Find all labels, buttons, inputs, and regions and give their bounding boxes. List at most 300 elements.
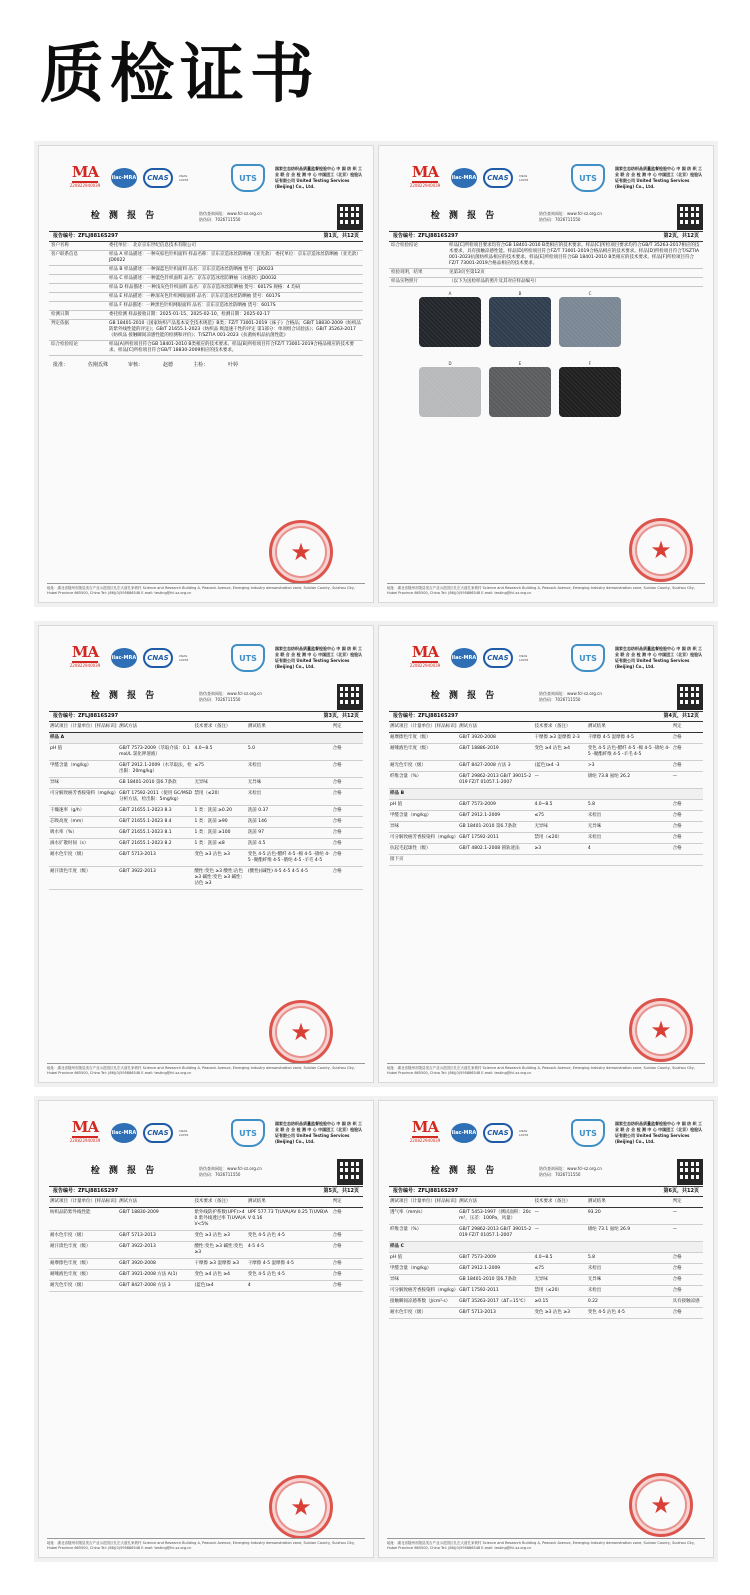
table-row bbox=[49, 744, 363, 761]
report-title: 检 测 报 告 bbox=[430, 691, 498, 701]
column-header: 测试结果 bbox=[587, 1197, 672, 1208]
table-cell: 合格 bbox=[332, 806, 363, 817]
ilac-logo: ilac-MRA bbox=[451, 168, 477, 188]
table-cell: 接触瞬间凉感系数（J/cm²·s） bbox=[389, 1297, 458, 1308]
table-row bbox=[49, 320, 363, 341]
table-row bbox=[49, 311, 363, 320]
table-row bbox=[49, 1242, 363, 1259]
table-cell: 变色 ≥4 沾色 ≥4 bbox=[193, 1270, 246, 1281]
table-cell: GB/T 17592-2011 bbox=[458, 833, 533, 844]
table-row bbox=[49, 850, 363, 867]
table-cell: 干摩擦 ≥3 湿摩擦 2-3 bbox=[533, 733, 586, 744]
table-cell: 洗前 0.37 bbox=[247, 806, 332, 817]
column-header: 测试项目（计量单位）[样品标识] bbox=[49, 1197, 118, 1208]
table-cell: 4.0~8.5 bbox=[533, 1253, 586, 1264]
table-row bbox=[389, 822, 703, 833]
table-cell: 甲醛含量（mg/kg） bbox=[49, 761, 118, 778]
table-row bbox=[49, 778, 363, 789]
table-header-row bbox=[49, 722, 363, 733]
table-row bbox=[49, 1270, 363, 1281]
sheet-footer: 地址：湖北省随州市随县美吉产业示范园区孔庄大道孔家坡村 Science and Research Building A, Peacock Avenue, Emerging Industry demonstration zone, Suixian County, Suizhou City, Hubei Province 665500, China Tel: (86)(0)595886548 E-mail: testing@fcl-sz.org.cn bbox=[387, 1063, 705, 1076]
table-cell: GB/T 5713-2013 bbox=[458, 1308, 533, 1319]
sample-header-row bbox=[389, 789, 703, 800]
logo-row bbox=[389, 158, 703, 198]
sample-photos bbox=[389, 287, 703, 421]
column-header: 测试方法 bbox=[458, 1197, 533, 1208]
table-cell: GB/T 21655.1-2023 8.4 bbox=[118, 817, 193, 828]
table-cell: 锦纶 73.1 氨纶 26.9 bbox=[587, 1225, 672, 1242]
table-row bbox=[49, 806, 363, 817]
logo-row bbox=[389, 1113, 703, 1153]
sample-label: 样品 A bbox=[49, 733, 363, 744]
row-value: GB 18401-2010《国家纺织产品基本安全技术规范》B类；FZ/T 73001-2019《袜子》合格品；GB/T 18830-2009《纺织品 防紫外线性能的评定》；GB/T 21655.1-2023《纺织品 吸湿速干性的评定 第1部分：单项组合试验法》；GB/T 35263-2017《纺织品 接触瞬间凉感性能的检测和评价》；T/SZTIA 001-2023《抗菌纺织品抗菌性能》 bbox=[107, 320, 363, 341]
column-header: 测试项目（计量单位）[样品标识] bbox=[389, 1197, 458, 1208]
table-cell: 合格 bbox=[332, 1242, 363, 1259]
table-cell: 耐唾液色牢度（级） bbox=[389, 744, 458, 761]
table-cell: 4.0~8.5 bbox=[193, 744, 246, 761]
table-cell: 合格 bbox=[672, 844, 703, 855]
table-row bbox=[389, 1286, 703, 1297]
cma-logo: MA 220822940039 bbox=[69, 643, 101, 668]
sample-header-row bbox=[49, 733, 363, 744]
table-cell: 可分解致癌芳香胺染料（mg/kg） bbox=[389, 833, 458, 844]
table-cell: 4.0~8.5 bbox=[533, 800, 586, 811]
org-name: 国家生态纺织品质量监督检验中心 中 国 纺 织 工 业 联 合 会 检 测 中 心 中国团工（北京）检验认证有限公司 United Testing Services (Beijing) Co., Ltd. bbox=[275, 1121, 363, 1144]
uts-logo: UTS bbox=[231, 644, 265, 672]
table-row bbox=[49, 839, 363, 850]
continuation-row bbox=[389, 855, 703, 866]
row-value: 样品 B 样品描述：一种深蓝色针织面料 品名：京东京造冰丝防晒袖 型号：JD0023 bbox=[107, 266, 363, 275]
table-row bbox=[389, 1225, 703, 1242]
cnas-id: CNAS L0076 bbox=[179, 654, 189, 662]
row-key: 综合检验结论 bbox=[49, 341, 107, 356]
table-cell: 滴水扩散时间（s） bbox=[49, 839, 118, 850]
cma-logo: MA 220822940039 bbox=[69, 163, 101, 188]
table-cell: 具有接触凉感 bbox=[672, 1297, 703, 1308]
logo-row bbox=[49, 638, 363, 678]
table-cell: 吸水率（%） bbox=[49, 828, 118, 839]
report-header bbox=[49, 202, 363, 232]
results-table bbox=[49, 1197, 363, 1292]
table-row bbox=[389, 1264, 703, 1275]
org-name: 国家生态纺织品质量监督检验中心 中 国 纺 织 工 业 联 合 会 检 测 中 心 中国团工（北京）检验认证有限公司 United Testing Services (Beijing) Co., Ltd. bbox=[275, 166, 363, 189]
table-cell: 干摩擦 4-5 湿摩擦 4-5 bbox=[587, 733, 672, 744]
row-value: 样品 F 样品描述：一种黑色针织网眼面料 品名：京东京造冰丝防晒袖 货号：6017S bbox=[107, 302, 363, 311]
qr-code bbox=[337, 1159, 363, 1185]
row-key bbox=[49, 266, 107, 275]
row-key bbox=[49, 302, 107, 311]
table-row bbox=[389, 811, 703, 822]
table-cell: — bbox=[672, 772, 703, 789]
report-title: 检 测 报 告 bbox=[90, 211, 158, 221]
report-page-5 bbox=[38, 1100, 374, 1558]
table-header-row bbox=[389, 1197, 703, 1208]
table-cell: GB/T 17592-2011 bbox=[458, 1286, 533, 1297]
cnas-id: CNAS L0076 bbox=[179, 1129, 189, 1137]
report-title: 检 测 报 告 bbox=[430, 1166, 498, 1176]
table-cell: 耐水色牢度（级） bbox=[49, 850, 118, 867]
report-header bbox=[389, 682, 703, 712]
table-row bbox=[389, 278, 703, 287]
uts-logo: UTS bbox=[571, 644, 605, 672]
table-cell: GB/T 3922-2013 bbox=[118, 1242, 193, 1259]
sheet-footer: 地址：湖北省随州市随县美吉产业示范园区孔庄大道孔家坡村 Science and Research Building A, Peacock Avenue, Emerging Industry demonstration zone, Suixian County, Suizhou City, Hubei Province 665500, China Tel: (86)(0)595886548 E-mail: testing@fcl-sz.org.cn bbox=[387, 1538, 705, 1551]
column-header: 判定 bbox=[672, 722, 703, 733]
table-cell: GB/T 29862-2013 GB/T 39015-2019 FZ/T 01057.1-2007 bbox=[458, 772, 533, 789]
qr-code bbox=[677, 1159, 703, 1185]
table-cell: 合格 bbox=[332, 817, 363, 828]
row-value: 样品 A 样品描述：一种灰棕色针织面料 样品名称：京东京造冰丝防晒袖（亚光款） 委托单位：京东京造冰丝防晒袖（亚光款）JD0022 bbox=[107, 251, 363, 266]
column-header: 技术要求（备注） bbox=[193, 1197, 246, 1208]
fabric-swatch bbox=[419, 367, 481, 417]
table-row bbox=[49, 867, 363, 890]
sample-photo-label: F bbox=[588, 361, 592, 366]
table-cell: 合格 bbox=[672, 1308, 703, 1319]
sheet-footer: 地址：湖北省随州市随县美吉产业示范园区孔庄大道孔家坡村 Science and Research Building A, Peacock Avenue, Emerging Industry demonstration zone, Suixian County, Suizhou City, Hubei Province 665500, China Tel: (86)(0)595886548 E-mail: testing@fcl-sz.org.cn bbox=[47, 1538, 365, 1551]
uts-logo: UTS bbox=[571, 164, 605, 192]
table-cell: 变色 ≥4 沾色 ≥4 bbox=[533, 744, 586, 761]
table-row bbox=[389, 833, 703, 844]
sheet-footer: 地址：湖北省随州市随县美吉产业示范园区孔庄大道孔家坡村 Science and Research Building A, Peacock Avenue, Emerging Industry demonstration zone, Suixian County, Suizhou City, Hubei Province 665500, China Tel: (86)(0)595886548 E-mail: testing@fcl-sz.org.cn bbox=[387, 583, 705, 596]
table-cell: 93.20 bbox=[587, 1208, 672, 1225]
table-cell: 禁用（≤20） bbox=[533, 833, 586, 844]
table-cell: 合格 bbox=[672, 1264, 703, 1275]
table-cell: 变色 ≥3 沾色 ≥3 bbox=[193, 1231, 246, 1242]
report-title: 检 测 报 告 bbox=[90, 691, 158, 701]
table-cell: pH 值 bbox=[389, 1253, 458, 1264]
column-header: 技术要求（备注） bbox=[533, 722, 586, 733]
row-value: 样品 E 样品描述：一种深灰色针织网眼面料 品名：京东京造冰丝防晒袖 货号：6017S bbox=[107, 293, 363, 302]
table-cell: GB 18401-2010 第6.7条款 bbox=[118, 778, 193, 789]
sample-photo bbox=[559, 291, 621, 347]
row-value: （以下为送检样品的照片及其对应样品编号） bbox=[447, 278, 703, 287]
table-cell: GB/T 5713-2013 bbox=[118, 1231, 193, 1242]
cnas-logo: CNAS bbox=[143, 168, 173, 188]
table-cell: — bbox=[672, 1225, 703, 1242]
table-row bbox=[49, 266, 363, 275]
official-seal: ★ bbox=[629, 518, 693, 582]
table-cell: 无异味 bbox=[587, 1275, 672, 1286]
table-cell: UPF 577.73 T(UVA)AV 0.25 T(UVB)AV 0.16 bbox=[247, 1208, 332, 1231]
verify-info: 防伪查询网址：www.fcl-sz.org.cn 防伪码：7026711550 bbox=[539, 1165, 602, 1177]
sample-photo bbox=[419, 291, 481, 347]
table-cell: 变色 4-5 沾色-醋纤 4-5 -棉 4-5 -锦纶 4-5 -聚酯纤维 4-5 -羊毛 4-5 bbox=[587, 744, 672, 761]
table-cell: 合格 bbox=[672, 833, 703, 844]
table-cell: (蓝色)≥4 bbox=[193, 1281, 246, 1292]
table-cell: 变色 ≥3 沾色 ≥3 bbox=[533, 1308, 586, 1319]
table-cell: GB/T 18830-2009 bbox=[118, 1208, 193, 1231]
cnas-logo: CNAS bbox=[483, 168, 513, 188]
table-cell: 透气率（mm/s） bbox=[389, 1208, 458, 1225]
cnas-id: CNAS L0076 bbox=[519, 1129, 529, 1137]
official-seal: ★ bbox=[629, 998, 693, 1062]
row-key: 客户联系信息 bbox=[49, 251, 107, 266]
table-cell: 耐光色牢度（级） bbox=[49, 1281, 118, 1292]
table-cell: 合格 bbox=[332, 1231, 363, 1242]
table-cell: 洗前 4.5 bbox=[247, 839, 332, 850]
report-page-3 bbox=[38, 625, 374, 1083]
table-cell: 变色 4-5 沾色 4-5 bbox=[247, 1270, 332, 1281]
table-row bbox=[49, 789, 363, 806]
column-header: 测试结果 bbox=[587, 722, 672, 733]
row-key: 判定依据 bbox=[49, 320, 107, 341]
qr-code bbox=[677, 684, 703, 710]
table-cell: 合格 bbox=[332, 761, 363, 778]
table-cell: 合格 bbox=[332, 839, 363, 850]
table-row bbox=[389, 1208, 703, 1225]
table-cell: ≤75 bbox=[533, 811, 586, 822]
table-cell: 耐唾液色牢度（级） bbox=[49, 1270, 118, 1281]
table-row bbox=[49, 1231, 363, 1242]
table-cell: 可分解致癌芳香胺染料（mg/kg） bbox=[389, 1286, 458, 1297]
column-header: 判定 bbox=[332, 722, 363, 733]
info-table bbox=[389, 242, 703, 287]
fabric-swatch bbox=[419, 297, 481, 347]
table-cell: GB/T 3922-2013 bbox=[118, 867, 193, 890]
table-cell: ≥3 bbox=[533, 844, 586, 855]
report-number-row: 报告编号：ZFLJ8816S297 第3页，共12页 bbox=[49, 712, 363, 722]
report-header bbox=[389, 202, 703, 232]
table-cell: 合格 bbox=[672, 733, 703, 744]
table-cell: — bbox=[533, 772, 586, 789]
table-cell: 芯吸高度（mm） bbox=[49, 817, 118, 828]
table-cell: GB/T 2912.1-2009 bbox=[458, 811, 533, 822]
table-row bbox=[389, 1308, 703, 1319]
column-header: 判定 bbox=[332, 1197, 363, 1208]
table-cell: GB/T 18886-2019 bbox=[458, 744, 533, 761]
table-cell: 5.0 bbox=[247, 744, 332, 761]
sample-photo bbox=[419, 361, 481, 417]
table-cell: 1 类：洗前 ≤8 bbox=[193, 839, 246, 850]
table-cell: 合格 bbox=[672, 811, 703, 822]
table-cell: 未检出 bbox=[587, 811, 672, 822]
sample-photo-label: B bbox=[518, 291, 522, 296]
table-cell: GB/T 3920-2008 bbox=[118, 1259, 193, 1270]
table-cell: GB/T 7573-2009 bbox=[458, 800, 533, 811]
table-cell: 无异味 bbox=[587, 822, 672, 833]
table-row bbox=[389, 242, 703, 269]
column-header: 测试结果 bbox=[247, 722, 332, 733]
table-cell: GB/T 29862-2013 GB/T 39015-2019 FZ/T 01057.1-2007 bbox=[458, 1225, 533, 1242]
table-cell: 洗前 97 bbox=[247, 828, 332, 839]
row-value: 见第3页至第12页 bbox=[447, 269, 703, 278]
ilac-logo: ilac-MRA bbox=[111, 1123, 137, 1143]
verify-info: 防伪查询网址：www.fcl-sz.org.cn 防伪码：7026711550 bbox=[539, 210, 602, 222]
table-row bbox=[49, 293, 363, 302]
cnas-logo: CNAS bbox=[143, 648, 173, 668]
table-cell: GB/T 21655.1-2023 8.2 bbox=[118, 839, 193, 850]
cma-logo: MA 220822940039 bbox=[409, 643, 441, 668]
ilac-logo: ilac-MRA bbox=[451, 648, 477, 668]
row-value: 样品[A]所检项目符合GB 18401-2010 B类相应的技术要求。样品[B]所检项目符合FZ/T 73001-2019合格品相应的技术要求。样品[C]所检项目符合GB/T 18830-2009相应的技术要求。 bbox=[107, 341, 363, 356]
table-cell: GB/T 5713-2013 bbox=[118, 850, 193, 867]
report-title: 检 测 报 告 bbox=[430, 211, 498, 221]
table-cell: 合格 bbox=[332, 778, 363, 789]
report-number-row: 报告编号：ZFLJ8816S297 第5页，共12页 bbox=[49, 1187, 363, 1197]
table-row bbox=[389, 800, 703, 811]
official-seal: ★ bbox=[269, 1475, 333, 1539]
cnas-logo: CNAS bbox=[143, 1123, 173, 1143]
fabric-swatch bbox=[489, 297, 551, 347]
table-cell: GB/T 3921-2008 方法 A(1) bbox=[118, 1270, 193, 1281]
table-cell: 甲醛含量（mg/kg） bbox=[389, 811, 458, 822]
table-cell: ≤75 bbox=[533, 1264, 586, 1275]
table-cell: 禁用（≤20） bbox=[193, 789, 246, 806]
table-cell: 5.8 bbox=[587, 1253, 672, 1264]
column-header: 测试项目（计量单位）[样品标识] bbox=[49, 722, 118, 733]
table-cell: 合格 bbox=[332, 744, 363, 761]
report-header bbox=[49, 1157, 363, 1187]
table-cell: 1 类：洗前 ≥0.20 bbox=[193, 806, 246, 817]
results-table bbox=[389, 1197, 703, 1319]
cnas-logo: CNAS bbox=[483, 1123, 513, 1143]
cma-logo: MA 220822940039 bbox=[69, 1118, 101, 1143]
table-row bbox=[389, 1253, 703, 1264]
table-cell: GB/T 4802.1-2008 圆轨迹法 bbox=[458, 844, 533, 855]
table-cell: GB/T 8427-2008 方法 3 bbox=[118, 1281, 193, 1292]
report-number-row: 报告编号：ZFLJ8816S297 第2页，共12页 bbox=[389, 232, 703, 242]
table-row bbox=[49, 1208, 363, 1231]
table-row bbox=[49, 828, 363, 839]
row-value: 样品[C]所检项目要求均符合GB 18401-2010 B类相应的技术要求。样品[C]所检项目要求均符合GB/T 35263-2017相应的技术要求，具有接触凉感性能。样品[D]所检项目符合FZ/T 73001-2019合格品相应的技术要求。样品[D]所检项目符合T/SZTIA 001-2023抗菌纺织品相应的技术要求。样品[E]所检项目符合GB 18401-2010 B类相应的技术要求。样品[F]所检项目符合FZ/T 73001-2019合格品相应的技术要求。 bbox=[447, 242, 703, 269]
report-page-1 bbox=[38, 145, 374, 603]
table-cell: 1 类：洗前 ≥90 bbox=[193, 817, 246, 828]
table-cell: 4 bbox=[587, 844, 672, 855]
table-cell: GB/T 2912.1-2009（水萃取法，检出限：20mg/kg） bbox=[118, 761, 193, 778]
cnas-id: CNAS L0076 bbox=[519, 174, 529, 182]
signature-row: 批准： 佐刚氐殊 审核： 赵德 主检： 叶婷 bbox=[53, 362, 239, 368]
table-cell: 耐汗渍色牢度（级） bbox=[49, 1242, 118, 1259]
table-cell: 合格 bbox=[332, 867, 363, 890]
table-cell: 合格 bbox=[332, 828, 363, 839]
row-value: 委托检测 样品接收日期：2025-01-15、2025-02-10，检测日期：2025-02-17 bbox=[107, 311, 363, 320]
table-cell: 耐摩擦色牢度（级） bbox=[389, 733, 458, 744]
column-header: 测试结果 bbox=[247, 1197, 332, 1208]
table-cell: (蓝色)≥4 -3 bbox=[533, 761, 586, 772]
report-page-6 bbox=[378, 1100, 714, 1558]
table-cell: GB/T 7573-2009（萃取介质：0.1mol/L 氯化钾溶液） bbox=[118, 744, 193, 761]
sample-header-row bbox=[389, 1242, 703, 1253]
table-cell: 合格 bbox=[672, 761, 703, 772]
table-row bbox=[49, 242, 363, 251]
table-cell: 未检出 bbox=[587, 833, 672, 844]
cma-logo: MA 220822940039 bbox=[409, 163, 441, 188]
report-page-2 bbox=[378, 145, 714, 603]
table-row bbox=[389, 844, 703, 855]
table-cell: GB/T 3920-2008 bbox=[458, 733, 533, 744]
report-number-row: 报告编号：ZFLJ8816S297 第1页，共12页 bbox=[49, 232, 363, 242]
column-header: 测试方法 bbox=[458, 722, 533, 733]
table-cell: 纺织品防紫外线性能 bbox=[49, 1208, 118, 1231]
table-cell: 合格 bbox=[672, 1253, 703, 1264]
report-number-row: 报告编号：ZFLJ8816S297 第4页，共12页 bbox=[389, 712, 703, 722]
table-row bbox=[49, 1259, 363, 1270]
sample-label: 样品 B bbox=[389, 789, 703, 800]
row-key: 检测日期 bbox=[49, 311, 107, 320]
ilac-logo: ilac-MRA bbox=[111, 168, 137, 188]
table-row bbox=[389, 772, 703, 789]
row-key: 综合检验结论 bbox=[389, 242, 447, 269]
official-seal: ★ bbox=[629, 1473, 693, 1537]
org-name: 国家生态纺织品质量监督检验中心 中 国 纺 织 工 业 联 合 会 检 测 中 心 中国团工（北京）检验认证有限公司 United Testing Services (Beijing) Co., Ltd. bbox=[615, 166, 703, 189]
results-table bbox=[389, 722, 703, 866]
report-header bbox=[389, 1157, 703, 1187]
sample-label: 样品 C bbox=[389, 1242, 703, 1253]
table-header-row bbox=[49, 1197, 363, 1208]
row-key bbox=[49, 284, 107, 293]
uts-logo: UTS bbox=[231, 164, 265, 192]
table-cell: ≥0.15 bbox=[533, 1297, 586, 1308]
verify-info: 防伪查询网址：www.fcl-sz.org.cn 防伪码：7026711550 bbox=[199, 1165, 262, 1177]
page-title: 质检证书 bbox=[40, 38, 320, 112]
table-cell: 锦纶 73.8 氨纶 26.2 bbox=[587, 772, 672, 789]
table-row bbox=[389, 269, 703, 278]
table-cell: 无异味 bbox=[533, 1275, 586, 1286]
table-row bbox=[49, 341, 363, 356]
verify-info: 防伪查询网址：www.fcl-sz.org.cn 防伪码：7026711550 bbox=[199, 690, 262, 702]
report-number-row: 报告编号：ZFLJ8816S297 第6页，共12页 bbox=[389, 1187, 703, 1197]
table-header-row bbox=[389, 722, 703, 733]
column-header: 测试方法 bbox=[118, 1197, 193, 1208]
verify-info: 防伪查询网址：www.fcl-sz.org.cn 防伪码：7026711550 bbox=[199, 210, 262, 222]
table-row bbox=[49, 1281, 363, 1292]
table-row bbox=[389, 744, 703, 761]
table-cell: 变色 ≥3 沾色 ≥3 bbox=[193, 850, 246, 867]
results-table bbox=[49, 722, 363, 890]
table-row bbox=[49, 284, 363, 293]
table-cell: 合格 bbox=[672, 744, 703, 761]
table-cell: 变色 4-5 沾色 4-5 bbox=[587, 1308, 672, 1319]
table-cell: 异味 bbox=[389, 822, 458, 833]
table-row bbox=[49, 302, 363, 311]
column-header: 测试方法 bbox=[118, 722, 193, 733]
table-cell: 抗起毛起球性（级） bbox=[389, 844, 458, 855]
qr-code bbox=[337, 204, 363, 230]
row-key bbox=[49, 293, 107, 302]
org-name: 国家生态纺织品质量监督检验中心 中 国 纺 织 工 业 联 合 会 检 测 中 心 中国团工（北京）检验认证有限公司 United Testing Services (Beijing) Co., Ltd. bbox=[615, 646, 703, 669]
sample-photo bbox=[489, 291, 551, 347]
qr-code bbox=[337, 684, 363, 710]
table-row bbox=[49, 817, 363, 828]
table-cell: 可分解致癌芳香胺染料（mg/kg） bbox=[49, 789, 118, 806]
report-title: 检 测 报 告 bbox=[90, 1166, 158, 1176]
report-page-4 bbox=[378, 625, 714, 1083]
ilac-logo: ilac-MRA bbox=[451, 1123, 477, 1143]
uts-logo: UTS bbox=[231, 1119, 265, 1147]
info-table bbox=[49, 242, 363, 356]
row-value: 委托单位： 北京京东世纪信息技术有限公司 bbox=[107, 242, 363, 251]
table-cell: 无异味 bbox=[247, 778, 332, 789]
table-cell: 无异味 bbox=[533, 822, 586, 833]
table-row bbox=[49, 275, 363, 284]
sheet-footer: 地址：湖北省随州市随县美吉产业示范园区孔庄大道孔家坡村 Science and Research Building A, Peacock Avenue, Emerging Industry demonstration zone, Suixian County, Suizhou City, Hubei Province 665500, China Tel: (86)(0)595886548 E-mail: testing@fcl-sz.org.cn bbox=[47, 1063, 365, 1076]
table-cell: 禁用（≤20） bbox=[533, 1286, 586, 1297]
table-cell: 异味 bbox=[389, 1275, 458, 1286]
row-value: 样品 D 样品描述：一种浅灰色针织面料 品名：京东京造冰丝防晒袖 货号：6017S 规格：4 均码 bbox=[107, 284, 363, 293]
table-cell: 耐光色牢度（级） bbox=[389, 761, 458, 772]
table-cell: 合格 bbox=[332, 789, 363, 806]
table-cell: GB/T 7573-2009 bbox=[458, 1253, 533, 1264]
continuation-note: 接下页 bbox=[389, 855, 703, 866]
table-cell: — bbox=[533, 1225, 586, 1242]
cma-logo: MA 220822940039 bbox=[409, 1118, 441, 1143]
report-header bbox=[49, 682, 363, 712]
table-cell: 未检出 bbox=[587, 1264, 672, 1275]
table-cell: — bbox=[533, 1208, 586, 1225]
table-cell: 干燥速率（g/h） bbox=[49, 806, 118, 817]
table-cell: 变色 4-5 沾色 4-5 bbox=[247, 1231, 332, 1242]
sample-photo-label: A bbox=[448, 291, 452, 296]
